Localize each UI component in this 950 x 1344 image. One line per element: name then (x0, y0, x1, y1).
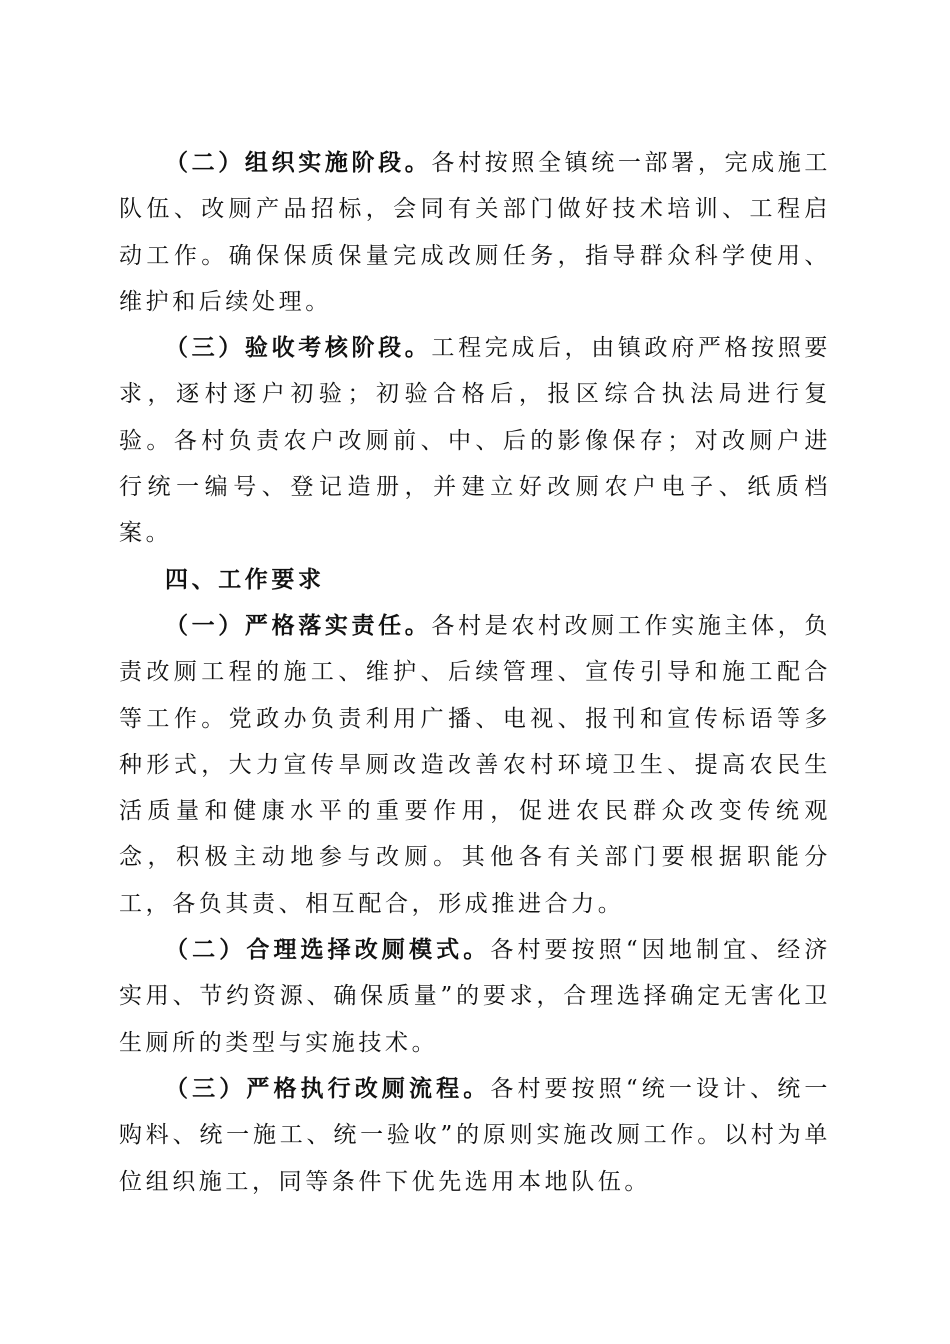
paragraph-text: 各村按照全镇统一部署，完成施工队伍、改厕产品招标，会同有关部门做好技术培训、工程启动工作。确保保质保量完成改厕任务，指导群众科学使用、维护和后续处理。 (119, 150, 832, 315)
section-heading: 四、工作要求 (165, 566, 325, 593)
paragraph-lead: （二）组织实施阶段。 (165, 150, 432, 176)
paragraph-text: 各村要按照“因地制宜、经济实用、节约资源、确保质量”的要求，合理选择确定无害化卫生厕所的类型与实施技术。 (119, 937, 832, 1056)
paragraph-organize-implementation (119, 140, 831, 325)
paragraph-choose-mode (119, 927, 831, 1066)
document-body (119, 140, 831, 1205)
paragraph-implement-responsibility (119, 603, 831, 927)
paragraph-text: 各村是农村改厕工作实施主体，负责改厕工程的施工、维护、后续管理、宣传引导和施工配合等工作。党政办负责利用广播、电视、报刊和宣传标语等多种形式，大力宣传旱厕改造改善农村环境卫生、提高农民生活质量和健康水平的重要作用，促进农民群众改变传统观念，积极主动地参与改厕。其他各有关部门要根据职能分工，各负其责、相互配合，形成推进合力。 (119, 612, 832, 917)
paragraph-execute-process (119, 1066, 831, 1205)
paragraph-lead: （二）合理选择改厕模式。 (165, 937, 491, 964)
paragraph-lead: （三）验收考核阶段。 (165, 335, 432, 362)
paragraph-text: 工程完成后，由镇政府严格按照要求，逐村逐户初验；初验合格后，报区综合执法局进行复验。各村负责农户改厕前、中、后的影像保存；对改厕户进行统一编号、登记造册，并建立好改厕农户电子、纸质档案。 (119, 335, 832, 547)
paragraph-text: 各村要按照“统一设计、统一购料、统一施工、统一验收”的原则实施改厕工作。以村为单位组织施工，同等条件下优先选用本地队伍。 (119, 1075, 832, 1195)
paragraph-lead: （一）严格落实责任。 (165, 612, 432, 639)
paragraph-acceptance-assessment (119, 325, 831, 556)
paragraph-lead: （三）严格执行改厕流程。 (165, 1075, 491, 1102)
